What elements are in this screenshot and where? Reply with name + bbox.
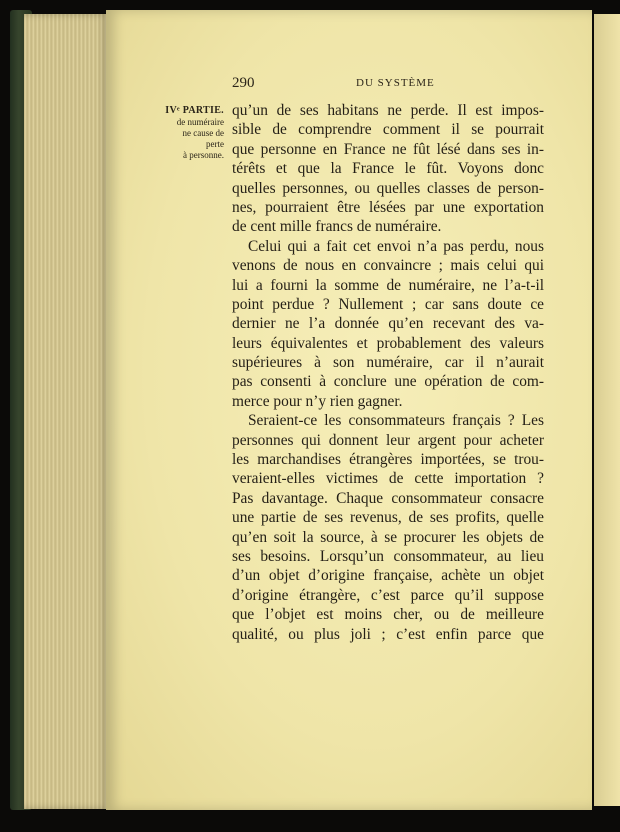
- margin-note-line: de numéraire: [176, 117, 224, 127]
- body-text: [232, 101, 544, 644]
- text-line: qualité, ou plus joli ; c’est enfin parce que: [232, 625, 544, 643]
- text-line: Celui qui a fait cet envoi n’a pas perdu, nous: [248, 237, 544, 255]
- text-line: une partie de ses revenus, de ses profits, quelle: [232, 509, 544, 527]
- text-line: d’origine étrangère, c’est parce qu’il suppose: [232, 586, 544, 604]
- text-line: ses besoins. Lorsqu’un consommateur, au lieu: [232, 547, 544, 565]
- text-line: merce pour n’y rien gagner.: [232, 392, 403, 410]
- margin-part-label: IVᵉ PARTIE.: [165, 105, 224, 116]
- facing-page-edge: [594, 14, 620, 806]
- margin-note-line: ne cause de: [182, 128, 224, 138]
- text-line: de cent mille francs de numéraire.: [232, 218, 442, 236]
- text-line: les marchandises étrangères importées, se trou-: [232, 451, 544, 469]
- text-line: Pas davantage. Chaque consommateur consacre: [232, 489, 544, 507]
- text-line: que personne en France ne fût lésé dans ses in-: [232, 140, 544, 158]
- page-stack-edge: [24, 14, 110, 809]
- text-line: qu’en soit la source, à se procurer les objets de: [232, 528, 544, 546]
- text-line: supérieures à son numéraire, car il n’aurait: [232, 354, 544, 372]
- text-line: pas consenti à conclure une opération de com-: [232, 373, 544, 391]
- text-line: lui a fourni la somme de numéraire, ne l’a-t-il: [232, 276, 544, 294]
- running-head: DU SYSTÈME: [356, 77, 435, 89]
- text-line: personnes qui donnent leur argent pour acheter: [232, 431, 544, 449]
- text-line: d’un objet d’origine française, achète un objet: [232, 567, 544, 585]
- text-line: leurs équivalentes et probablement des valeurs: [232, 334, 544, 352]
- text-line: point perdue ? Nullement ; car sans doute ce: [232, 295, 544, 313]
- text-line: térêts et que la France le fût. Voyons donc: [232, 160, 544, 178]
- text-line: que l’objet est moins cher, ou de meilleure: [232, 606, 544, 624]
- text-line: veraient-elles victimes de cette importation ?: [232, 470, 544, 488]
- margin-note-line: à personne.: [183, 150, 224, 160]
- text-line: qu’un de ses habitans ne perde. Il est impos-: [232, 102, 544, 119]
- margin-note-line: perte: [206, 139, 224, 149]
- page-header: [232, 75, 544, 93]
- text-line: sible de comprendre comment il se pourrait: [232, 121, 544, 139]
- text-line: quelles personnes, ou quelles classes de person-: [232, 179, 544, 197]
- text-line: venons de nous en convaincre ; mais celui qui: [232, 257, 544, 275]
- margin-note: [160, 104, 224, 161]
- text-line: dernier ne l’a donnée qu’en recevant des va-: [232, 315, 544, 333]
- text-line: nes, pourraient être lésées par une exportation: [232, 198, 544, 216]
- text-line: Seraient-ce les consommateurs français ? Les: [248, 412, 544, 430]
- page-number: 290: [232, 75, 255, 91]
